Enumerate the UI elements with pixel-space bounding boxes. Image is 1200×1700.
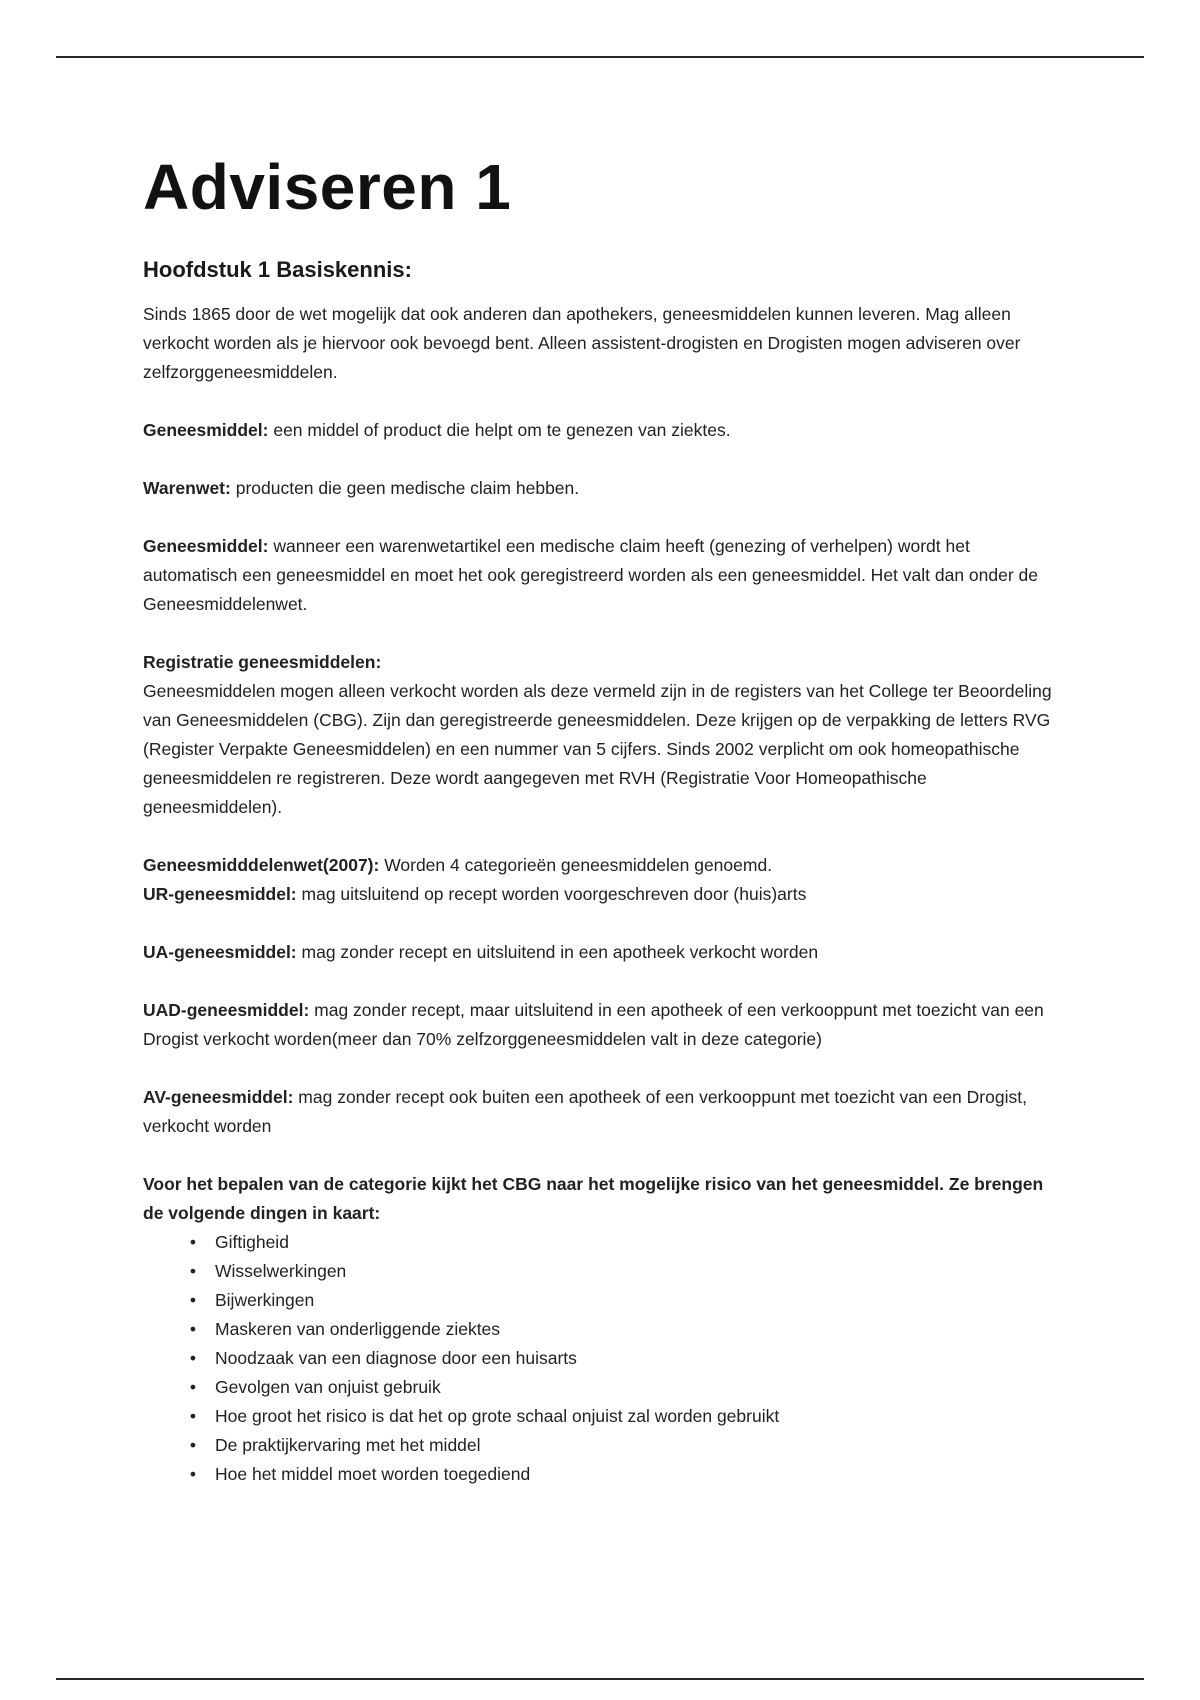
list-item-text: Wisselwerkingen: [215, 1261, 347, 1281]
category-av: [143, 1083, 1063, 1141]
list-item-text: Gevolgen van onjuist gebruik: [215, 1377, 441, 1397]
bullet-icon: •: [189, 1290, 197, 1310]
list-item: [183, 1373, 1063, 1402]
law-text: Worden 4 categorieën geneesmiddelen genoemd.: [379, 855, 773, 875]
list-item-text: Maskeren van onderliggende ziektes: [215, 1319, 501, 1339]
list-item-text: Hoe het middel moet worden toegediend: [215, 1464, 531, 1484]
list-item: [183, 1257, 1063, 1286]
definition-text: een middel of product die helpt om te genezen van ziektes.: [268, 420, 731, 440]
bullet-icon: •: [189, 1232, 197, 1252]
list-item: [183, 1228, 1063, 1257]
list-item-text: Hoe groot het risico is dat het op grote schaal onjuist zal worden gebruikt: [215, 1406, 780, 1426]
law-paragraph: [143, 851, 1063, 880]
chapter-heading: Hoofdstuk 1 Basiskennis:: [143, 257, 412, 282]
definition-term: Warenwet:: [143, 478, 231, 498]
list-item-text: De praktijkervaring met het middel: [215, 1435, 481, 1455]
category-ua: [143, 938, 1063, 967]
header-rule: [56, 56, 1144, 58]
list-item-text: Noodzaak van een diagnose door een huisarts: [215, 1348, 577, 1368]
bullet-icon: •: [189, 1261, 197, 1281]
document-page: [143, 148, 1063, 1489]
category-text: mag uitsluitend op recept worden voorgeschreven door (huis)arts: [296, 884, 807, 904]
registration-heading: Registratie geneesmiddelen:: [143, 652, 382, 672]
list-item-text: Giftigheid: [215, 1232, 289, 1252]
bullet-icon: •: [189, 1435, 197, 1455]
definition-text: wanneer een warenwetartikel een medische claim heeft (genezing of verhelpen) wordt het automatisch een geneesmiddel en moet het ook geregistreerd worden als een geneesmiddel. Het valt dan onder de Geneesmiddelenwet.: [143, 536, 1039, 614]
category-text: mag zonder recept ook buiten een apotheek of een verkooppunt met toezicht van een Drogist, verkocht worden: [143, 1087, 1027, 1136]
category-text: mag zonder recept, maar uitsluitend in een apotheek of een verkooppunt met toezicht van een Drogist verkocht worden(meer dan 70% zelfzorggeneesmiddelen valt in deze categorie): [143, 1000, 1044, 1049]
document-title: Adviseren 1: [143, 151, 512, 223]
definition-term: Geneesmiddel:: [143, 420, 269, 440]
registration-text: Geneesmiddelen mogen alleen verkocht worden als deze vermeld zijn in de registers van het College ter Beoordeling van Geneesmiddelen (CBG). Zijn dan geregistreerde geneesmiddelen. Deze krijgen op de verpakking de letters RVG (Register Verpakte Geneesmiddelen) en een nummer van 5 cijfers. Sinds 2002 verplicht om ook homeopathische geneesmiddelen re registreren. Deze wordt aangegeven met RVH (Registratie Voor Homeopathische geneesmiddelen).: [143, 681, 1052, 817]
risk-list: [143, 1228, 1063, 1489]
footer-rule: [56, 1678, 1144, 1680]
list-item: [183, 1431, 1063, 1460]
list-item: [183, 1286, 1063, 1315]
bullet-icon: •: [189, 1377, 197, 1397]
category-uad: [143, 996, 1063, 1054]
category-ur: [143, 880, 1063, 909]
list-item: [183, 1315, 1063, 1344]
definition-geneesmiddel-2: [143, 532, 1063, 619]
list-item: [183, 1402, 1063, 1431]
definition-geneesmiddel-1: [143, 416, 1063, 445]
bullet-icon: •: [189, 1406, 197, 1426]
risk-intro: Voor het bepalen van de categorie kijkt het CBG naar het mogelijke risico van het geneesmiddel. Ze brengen de volgende dingen in kaart:: [143, 1174, 1044, 1223]
category-text: mag zonder recept en uitsluitend in een apotheek verkocht worden: [296, 942, 819, 962]
category-term: UAD-geneesmiddel:: [143, 1000, 310, 1020]
category-term: UA-geneesmiddel:: [143, 942, 297, 962]
list-item-text: Bijwerkingen: [215, 1290, 315, 1310]
definition-term: Geneesmiddel:: [143, 536, 269, 556]
registration-section: [143, 648, 1063, 822]
definition-text: producten die geen medische claim hebben.: [230, 478, 580, 498]
category-term: AV-geneesmiddel:: [143, 1087, 294, 1107]
bullet-icon: •: [189, 1348, 197, 1368]
bullet-icon: •: [189, 1464, 197, 1484]
category-term: UR-geneesmiddel:: [143, 884, 297, 904]
intro-paragraph: Sinds 1865 door de wet mogelijk dat ook anderen dan apothekers, geneesmiddelen kunnen leveren. Mag alleen verkocht worden als je hiervoor ook bevoegd bent. Alleen assistent-drogisten en Drogisten mogen adviseren over zelfzorggeneesmiddelen.: [143, 304, 1021, 382]
definition-warenwet: [143, 474, 1063, 503]
list-item: [183, 1344, 1063, 1373]
list-item: [183, 1460, 1063, 1489]
law-term: Geneesmidddelenwet(2007):: [143, 855, 380, 875]
bullet-icon: •: [189, 1319, 197, 1339]
